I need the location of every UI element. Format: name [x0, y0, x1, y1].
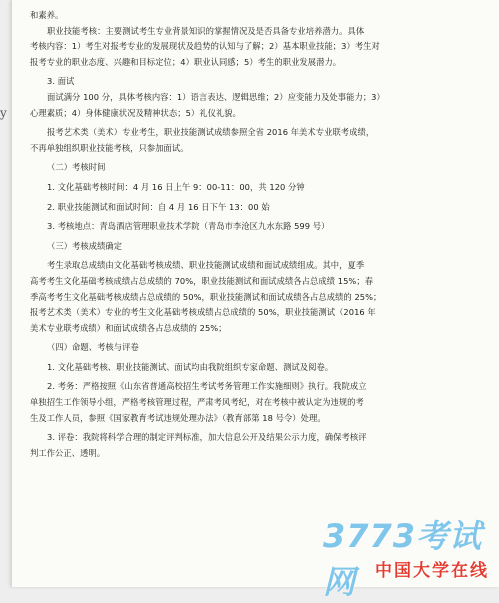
- text-line: 1. 文化基础考核时间：4 月 16 日上午 9：00-11：00，共 120 分钟: [47, 181, 305, 192]
- text-line: 高考考生文化基础考核成绩占总成绩的 70%，职业技能测试和面试成绩各占总成绩 15%；春: [30, 275, 374, 286]
- text-line: 考核内容：1）考生对报考专业的发展现状及趋势的认知与了解；2）基本职业技能；3）考生对: [30, 41, 380, 52]
- document-page: [12, 0, 499, 601]
- text-line: 3. 评卷：我院将科学合理的制定评判标准，加大信息公开及结果公示力度，确保考核评: [47, 432, 367, 443]
- text-line: 美术专业联考成绩）和面试成绩各占总成绩的 25%；: [30, 322, 227, 333]
- text-line: 季高考考生文化基础考核成绩占总成绩的 50%，职业技能测试和面试成绩各占总成绩的 25%；: [30, 291, 382, 302]
- text-line: 生及工作人员，参照《国家教育考试违规处理办法》（教育部第 18 号令）处理。: [30, 412, 326, 423]
- watermark: [323, 511, 493, 601]
- section-heading: （二）考核时间: [47, 162, 106, 173]
- page-edge-glyph: y: [0, 106, 7, 120]
- text-line: 和素养。: [30, 10, 64, 20]
- text-line: 不再单独组织职业技能考核，只参加面试。: [30, 142, 189, 153]
- watermark-site-name: 3773考试网: [323, 517, 483, 601]
- section-heading: （四）命题、考核与评卷: [47, 342, 139, 353]
- section-heading: 3. 面试: [47, 76, 75, 87]
- section-heading: （三）考核成绩确定: [47, 240, 123, 251]
- text-line: 职业技能考核：主要测试考生专业背景知识的掌握情况及是否具备专业培养潜力。具体: [47, 25, 365, 36]
- text-line: 单独招生工作领导小组，严格考核管理过程，严肃考风考纪，对在考核中被认定为违规的考: [30, 397, 364, 408]
- text-line: 3. 考核地点：青岛酒店管理职业技术学院（青岛市李沧区九水东路 599 号）: [47, 221, 330, 232]
- text-line: 判工作公正、透明。: [30, 447, 106, 458]
- text-line: 报考艺术类（美术）专业的考生文化基础考核成绩占总成绩的 50%，职业技能测试（2016 年: [30, 307, 376, 318]
- text-line: 1. 文化基础考核、职业技能测试、面试均由我院组织专家命题、测试及阅卷。: [47, 361, 334, 372]
- text-line: 2. 职业技能测试和面试时间：自 4 月 16 日下午 13：00 始: [47, 201, 270, 212]
- text-line: 考生录取总成绩由文化基础考核成绩、职业技能测试成绩和面试成绩组成。其中，夏季: [47, 260, 365, 271]
- text-line: 心理素质；4）身体健康状况及精神状态；5）礼仪礼貌。: [30, 107, 241, 118]
- text-line: 2. 考务：严格按照《山东省普通高校招生考试考务管理工作实施细则》执行。我院成立: [47, 381, 367, 392]
- text-line: 面试满分 100 分，具体考核内容：1）语言表达、逻辑思维；2）应变能力及处事能力；3）: [47, 91, 385, 102]
- document-body: [30, 8, 490, 461]
- text-line: 报考艺术类（美术）专业考生，职业技能测试成绩参照全省 2016 年美术专业联考成绩，: [47, 127, 375, 138]
- watermark-partner-name: 中国大学在线: [375, 561, 489, 581]
- text-line: 报考专业的职业态度、兴趣和目标定位；4）职业认同感；5）考生的职业发展潜力。: [30, 56, 342, 67]
